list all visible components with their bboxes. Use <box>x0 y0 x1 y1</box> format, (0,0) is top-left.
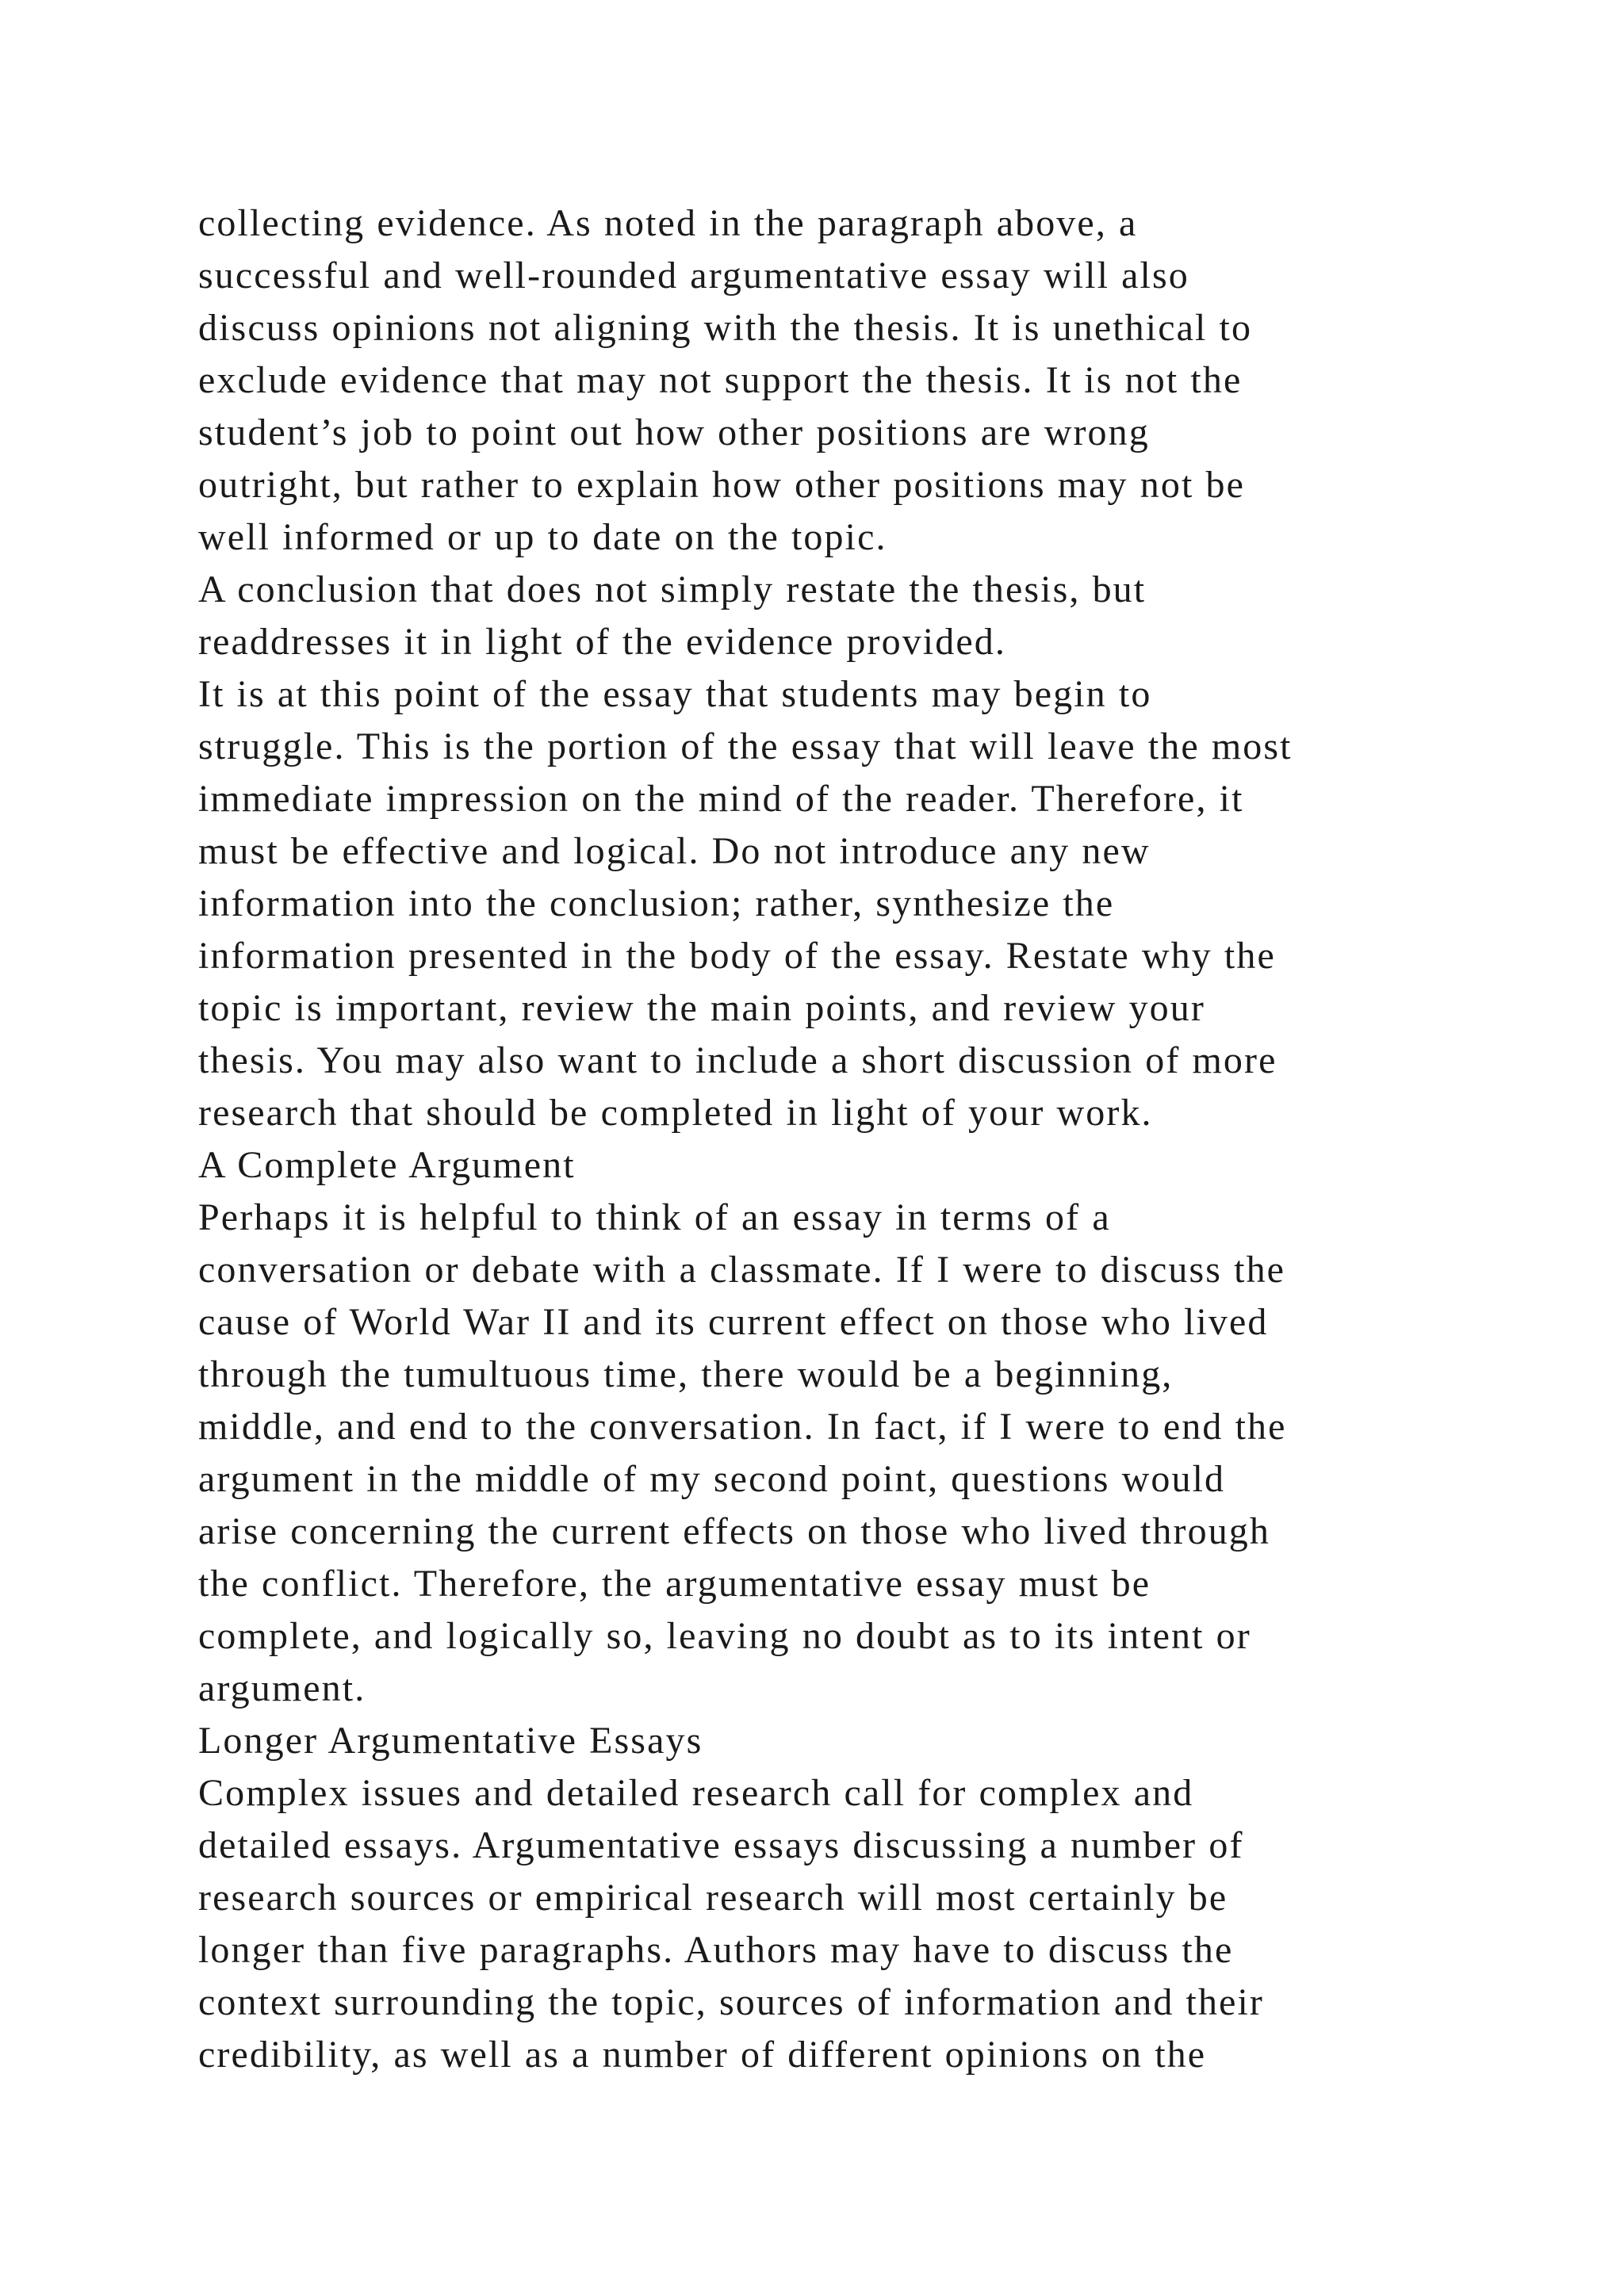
text-line: information into the conclusion; rather, synthesize the <box>198 882 1115 924</box>
text-line: well informed or up to date on the topic. <box>198 516 887 558</box>
text-line: the conflict. Therefore, the argumentative essay must be <box>198 1563 1151 1605</box>
text-line: topic is important, review the main points, and review your <box>198 987 1205 1029</box>
text-line: argument. <box>198 1667 366 1709</box>
text-line: exclude evidence that may not support the thesis. It is not the <box>198 359 1243 401</box>
text-line: It is at this point of the essay that students may begin to <box>198 673 1152 715</box>
text-line: must be effective and logical. Do not introduce any new <box>198 830 1151 872</box>
text-line: thesis. You may also want to include a short discussion of more <box>198 1039 1277 1081</box>
text-line: Complex issues and detailed research call for complex and <box>198 1772 1194 1814</box>
text-line: cause of World War II and its current effect on those who lived <box>198 1301 1269 1343</box>
text-line: student’s job to point out how other positions are wrong <box>198 411 1150 453</box>
text-line: credibility, as well as a number of different opinions on the <box>198 2034 1207 2076</box>
text-line: middle, and end to the conversation. In fact, if I were to end the <box>198 1406 1287 1448</box>
text-line: longer than five paragraphs. Authors may have to discuss the <box>198 1929 1234 1971</box>
text-line: readdresses it in light of the evidence provided. <box>198 621 1006 663</box>
text-line: research that should be completed in light of your work. <box>198 1092 1153 1134</box>
text-line: argument in the middle of my second point, questions would <box>198 1458 1226 1500</box>
text-line: collecting evidence. As noted in the paragraph above, a <box>198 202 1138 244</box>
text-line: struggle. This is the portion of the essay that will leave the most <box>198 725 1293 767</box>
text-line: complete, and logically so, leaving no doubt as to its intent or <box>198 1615 1251 1657</box>
text-line: discuss opinions not aligning with the thesis. It is unethical to <box>198 307 1253 349</box>
document-body-text <box>198 197 1467 2081</box>
text-line: through the tumultuous time, there would be a beginning, <box>198 1353 1174 1395</box>
section-heading: Longer Argumentative Essays <box>198 1720 703 1762</box>
text-line: detailed essays. Argumentative essays discussing a number of <box>198 1824 1244 1866</box>
text-line: immediate impression on the mind of the reader. Therefore, it <box>198 778 1244 820</box>
text-line: outright, but rather to explain how other positions may not be <box>198 464 1245 506</box>
text-line: information presented in the body of the essay. Restate why the <box>198 935 1276 977</box>
text-line: arise concerning the current effects on those who lived through <box>198 1510 1271 1552</box>
text-line: conversation or debate with a classmate. If I were to discuss the <box>198 1249 1286 1291</box>
text-line: research sources or empirical research will most certainly be <box>198 1877 1228 1919</box>
text-line: Perhaps it is helpful to think of an essay in terms of a <box>198 1196 1111 1238</box>
text-line: context surrounding the topic, sources of information and their <box>198 1981 1265 2023</box>
text-line: A conclusion that does not simply restate the thesis, but <box>198 568 1147 610</box>
section-heading: A Complete Argument <box>198 1144 576 1186</box>
text-line: successful and well-rounded argumentative essay will also <box>198 254 1189 297</box>
